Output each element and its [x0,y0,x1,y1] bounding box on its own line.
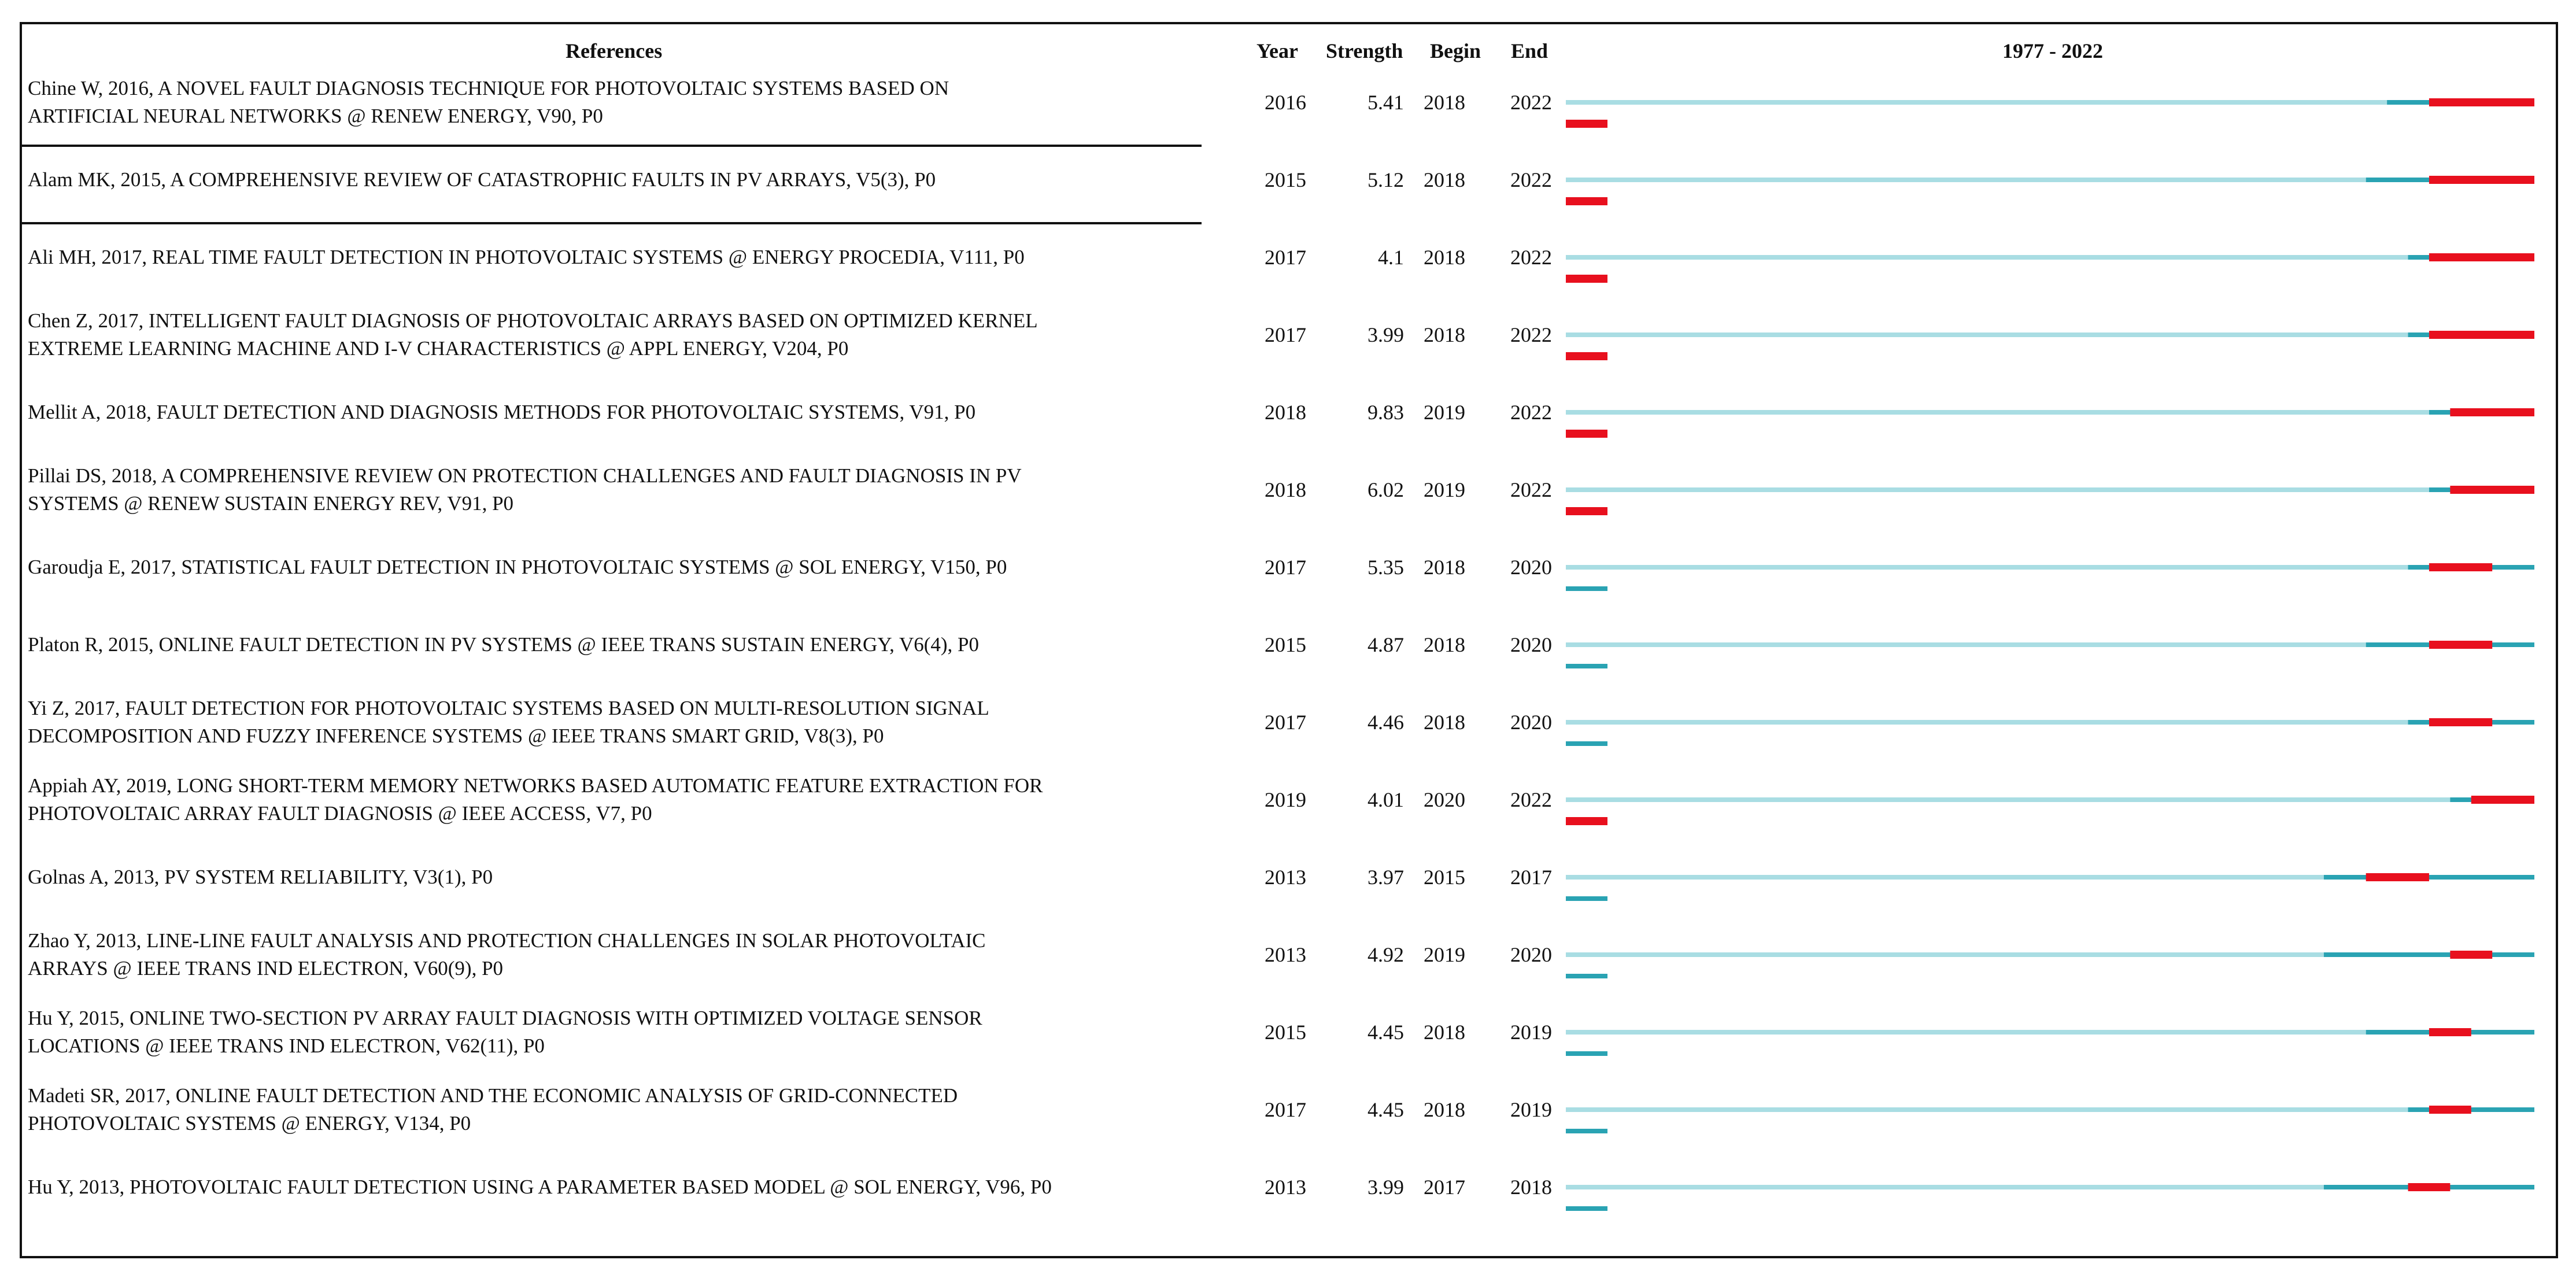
reference-line: Appiah AY, 2019, LONG SHORT-TERM MEMORY NETWORKS BASED AUTOMATIC FEATURE EXTRACTION FOR [28,774,1043,797]
reference-line: Platon R, 2015, ONLINE FAULT DETECTION IN PV SYSTEMS @ IEEE TRANS SUSTAIN ENERGY, V6(4), P0 [28,633,980,656]
begin-cell: 2020 [1424,788,1465,811]
reference-line: PHOTOVOLTAIC SYSTEMS @ ENERGY, V134, P0 [28,1112,471,1135]
year-cell: 2015 [1265,1021,1306,1044]
strength-cell: 9.83 [1368,401,1404,424]
strength-cell: 6.02 [1368,478,1404,501]
year-cell: 2017 [1265,246,1306,269]
begin-cell: 2018 [1424,1021,1465,1044]
end-cell: 2020 [1510,711,1552,734]
reference-line: Zhao Y, 2013, LINE-LINE FAULT ANALYSIS AND PROTECTION CHALLENGES IN SOLAR PHOTOVOLTAIC [28,929,986,952]
end-cell: 2019 [1510,1021,1552,1044]
strength-cell: 4.45 [1368,1021,1404,1044]
reference-line: Alam MK, 2015, A COMPREHENSIVE REVIEW OF CATASTROPHIC FAULTS IN PV ARRAYS, V5(3), P0 [28,168,936,191]
begin-cell: 2019 [1424,478,1465,501]
strength-cell: 5.41 [1368,91,1404,114]
end-cell: 2022 [1510,401,1552,424]
end-cell: 2022 [1510,91,1552,114]
end-cell: 2020 [1510,633,1552,656]
strength-cell: 4.46 [1368,711,1404,734]
header-year: Year [1256,39,1298,62]
end-cell: 2020 [1510,556,1552,579]
strength-cell: 4.1 [1378,246,1404,269]
reference-line: Chine W, 2016, A NOVEL FAULT DIAGNOSIS TECHNIQUE FOR PHOTOVOLTAIC SYSTEMS BASED ON [28,77,949,99]
reference-line: Mellit A, 2018, FAULT DETECTION AND DIAGNOSIS METHODS FOR PHOTOVOLTAIC SYSTEMS, V91, P0 [28,401,976,423]
year-cell: 2017 [1265,711,1306,734]
header-range: 1977 - 2022 [2002,39,2103,62]
end-cell: 2022 [1510,246,1552,269]
begin-cell: 2018 [1424,633,1465,656]
reference-line: SYSTEMS @ RENEW SUSTAIN ENERGY REV, V91, P0 [28,492,514,515]
end-cell: 2018 [1510,1176,1552,1199]
year-cell: 2015 [1265,168,1306,191]
begin-cell: 2015 [1424,866,1465,889]
end-cell: 2022 [1510,168,1552,191]
strength-cell: 4.92 [1368,943,1404,966]
end-cell: 2022 [1510,788,1552,811]
reference-line: Hu Y, 2013, PHOTOVOLTAIC FAULT DETECTION USING A PARAMETER BASED MODEL @ SOL ENERGY, V96, P0 [28,1176,1052,1198]
end-cell: 2017 [1510,866,1552,889]
strength-cell: 3.97 [1368,866,1404,889]
strength-cell: 5.35 [1368,556,1404,579]
reference-line: EXTREME LEARNING MACHINE AND I-V CHARACTERISTICS @ APPL ENERGY, V204, P0 [28,337,849,360]
year-cell: 2015 [1265,633,1306,656]
reference-line: Hu Y, 2015, ONLINE TWO-SECTION PV ARRAY FAULT DIAGNOSIS WITH OPTIMIZED VOLTAGE SENSOR [28,1007,982,1029]
reference-line: Madeti SR, 2017, ONLINE FAULT DETECTION AND THE ECONOMIC ANALYSIS OF GRID-CONNECTED [28,1084,958,1107]
begin-cell: 2018 [1424,711,1465,734]
year-cell: 2017 [1265,323,1306,346]
reference-line: ARTIFICIAL NEURAL NETWORKS @ RENEW ENERGY, V90, P0 [28,105,603,127]
reference-line: ARRAYS @ IEEE TRANS IND ELECTRON, V60(9), P0 [28,957,504,980]
strength-cell: 4.45 [1368,1098,1404,1121]
year-cell: 2016 [1265,91,1306,114]
end-cell: 2020 [1510,943,1552,966]
reference-line: Ali MH, 2017, REAL TIME FAULT DETECTION IN PHOTOVOLTAIC SYSTEMS @ ENERGY PROCEDIA, V111, P0 [28,246,1025,268]
year-cell: 2018 [1265,401,1306,424]
begin-cell: 2019 [1424,943,1465,966]
begin-cell: 2019 [1424,401,1465,424]
begin-cell: 2018 [1424,91,1465,114]
year-cell: 2018 [1265,478,1306,501]
begin-cell: 2018 [1424,168,1465,191]
begin-cell: 2017 [1424,1176,1465,1199]
year-cell: 2013 [1265,1176,1306,1199]
reference-line: DECOMPOSITION AND FUZZY INFERENCE SYSTEMS @ IEEE TRANS SMART GRID, V8(3), P0 [28,725,884,747]
end-cell: 2019 [1510,1098,1552,1121]
end-cell: 2022 [1510,323,1552,346]
header-strength: Strength [1326,39,1403,62]
begin-cell: 2018 [1424,556,1465,579]
year-cell: 2013 [1265,943,1306,966]
year-cell: 2017 [1265,556,1306,579]
year-cell: 2017 [1265,1098,1306,1121]
year-cell: 2013 [1265,866,1306,889]
strength-cell: 5.12 [1368,168,1404,191]
reference-line: Yi Z, 2017, FAULT DETECTION FOR PHOTOVOLTAIC SYSTEMS BASED ON MULTI-RESOLUTION SIGNAL [28,697,989,719]
strength-cell: 4.01 [1368,788,1404,811]
strength-cell: 3.99 [1368,1176,1404,1199]
end-cell: 2022 [1510,478,1552,501]
burst-timeline [22,24,2556,1256]
begin-cell: 2018 [1424,1098,1465,1121]
reference-line: PHOTOVOLTAIC ARRAY FAULT DIAGNOSIS @ IEEE ACCESS, V7, P0 [28,802,652,825]
header-begin: Begin [1430,39,1481,62]
year-cell: 2019 [1265,788,1306,811]
reference-line: Chen Z, 2017, INTELLIGENT FAULT DIAGNOSIS OF PHOTOVOLTAIC ARRAYS BASED ON OPTIMIZED KERNEL [28,309,1038,332]
reference-line: LOCATIONS @ IEEE TRANS IND ELECTRON, V62(11), P0 [28,1035,545,1057]
header-references: References [566,39,663,62]
begin-cell: 2018 [1424,323,1465,346]
strength-cell: 4.87 [1368,633,1404,656]
begin-cell: 2018 [1424,246,1465,269]
header-end: End [1511,39,1548,62]
reference-line: Pillai DS, 2018, A COMPREHENSIVE REVIEW ON PROTECTION CHALLENGES AND FAULT DIAGNOSIS IN PV [28,464,1022,487]
strength-cell: 3.99 [1368,323,1404,346]
reference-line: Garoudja E, 2017, STATISTICAL FAULT DETECTION IN PHOTOVOLTAIC SYSTEMS @ SOL ENERGY, V150, P0 [28,556,1007,578]
reference-line: Golnas A, 2013, PV SYSTEM RELIABILITY, V3(1), P0 [28,866,493,888]
citation-burst-table [20,22,2558,1258]
